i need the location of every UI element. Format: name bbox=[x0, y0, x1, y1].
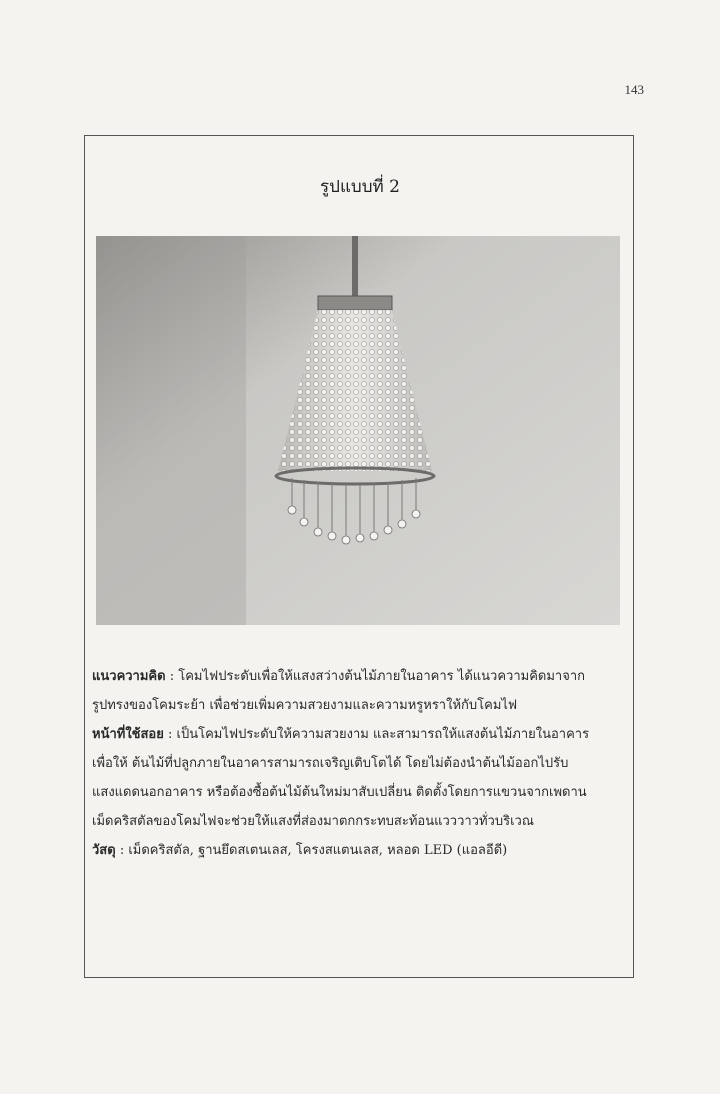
material-label: วัสดุ bbox=[92, 843, 116, 858]
description-text bbox=[92, 662, 632, 865]
material-text: : เม็ดคริสตัล, ฐานยึดสเตนเลส, โครงสแตนเลส, หลอด LED (แอลอีดี) bbox=[115, 843, 508, 858]
function-line-4: เม็ดคริสตัลของโคมไฟจะช่วยให้แสงที่ส่องมาตกกระทบสะท้อนแวววาวทั่วบริเวณ bbox=[92, 814, 534, 829]
lamp-photo bbox=[96, 236, 620, 625]
concept-line-1 bbox=[92, 662, 632, 691]
concept-text-1: : โคมไฟประดับเพื่อให้แสงสว่างต้นไม้ภายในอาคาร ได้แนวความคิดมาจาก bbox=[165, 669, 585, 684]
function-label: หน้าที่ใช้สอย bbox=[92, 727, 164, 742]
function-line-2: เพื่อให้ ต้นไม้ที่ปลูกภายในอาคารสามารถเจริญเติบโตได้ โดยไม่ต้องนำต้นไม้ออกไปรับ bbox=[92, 756, 569, 771]
function-line-3: แสงแดดนอกอาคาร หรือต้องซื้อต้นไม้ต้นใหม่มาสับเปลี่ยน ติดตั้งโดยการแขวนจากเพดาน bbox=[92, 785, 587, 800]
function-line-1 bbox=[92, 720, 632, 749]
concept-label: แนวความคิด bbox=[92, 669, 166, 684]
wall-corner bbox=[96, 236, 246, 625]
lamp-top-ring bbox=[318, 296, 392, 310]
concept-line-2: รูปทรงของโคมระย้า เพื่อช่วยเพิ่มความสวยงามและความหรูหราให้กับโคมไฟ bbox=[92, 698, 518, 713]
function-text-1: : เป็นโคมไฟประดับให้ความสวยงาม และสามารถให้แสงต้นไม้ภายในอาคาร bbox=[163, 727, 590, 742]
page-number: 143 bbox=[624, 82, 644, 97]
material-line bbox=[92, 836, 632, 865]
page-title: รูปแบบที่ 2 bbox=[320, 177, 400, 197]
lamp-rod bbox=[352, 236, 358, 296]
